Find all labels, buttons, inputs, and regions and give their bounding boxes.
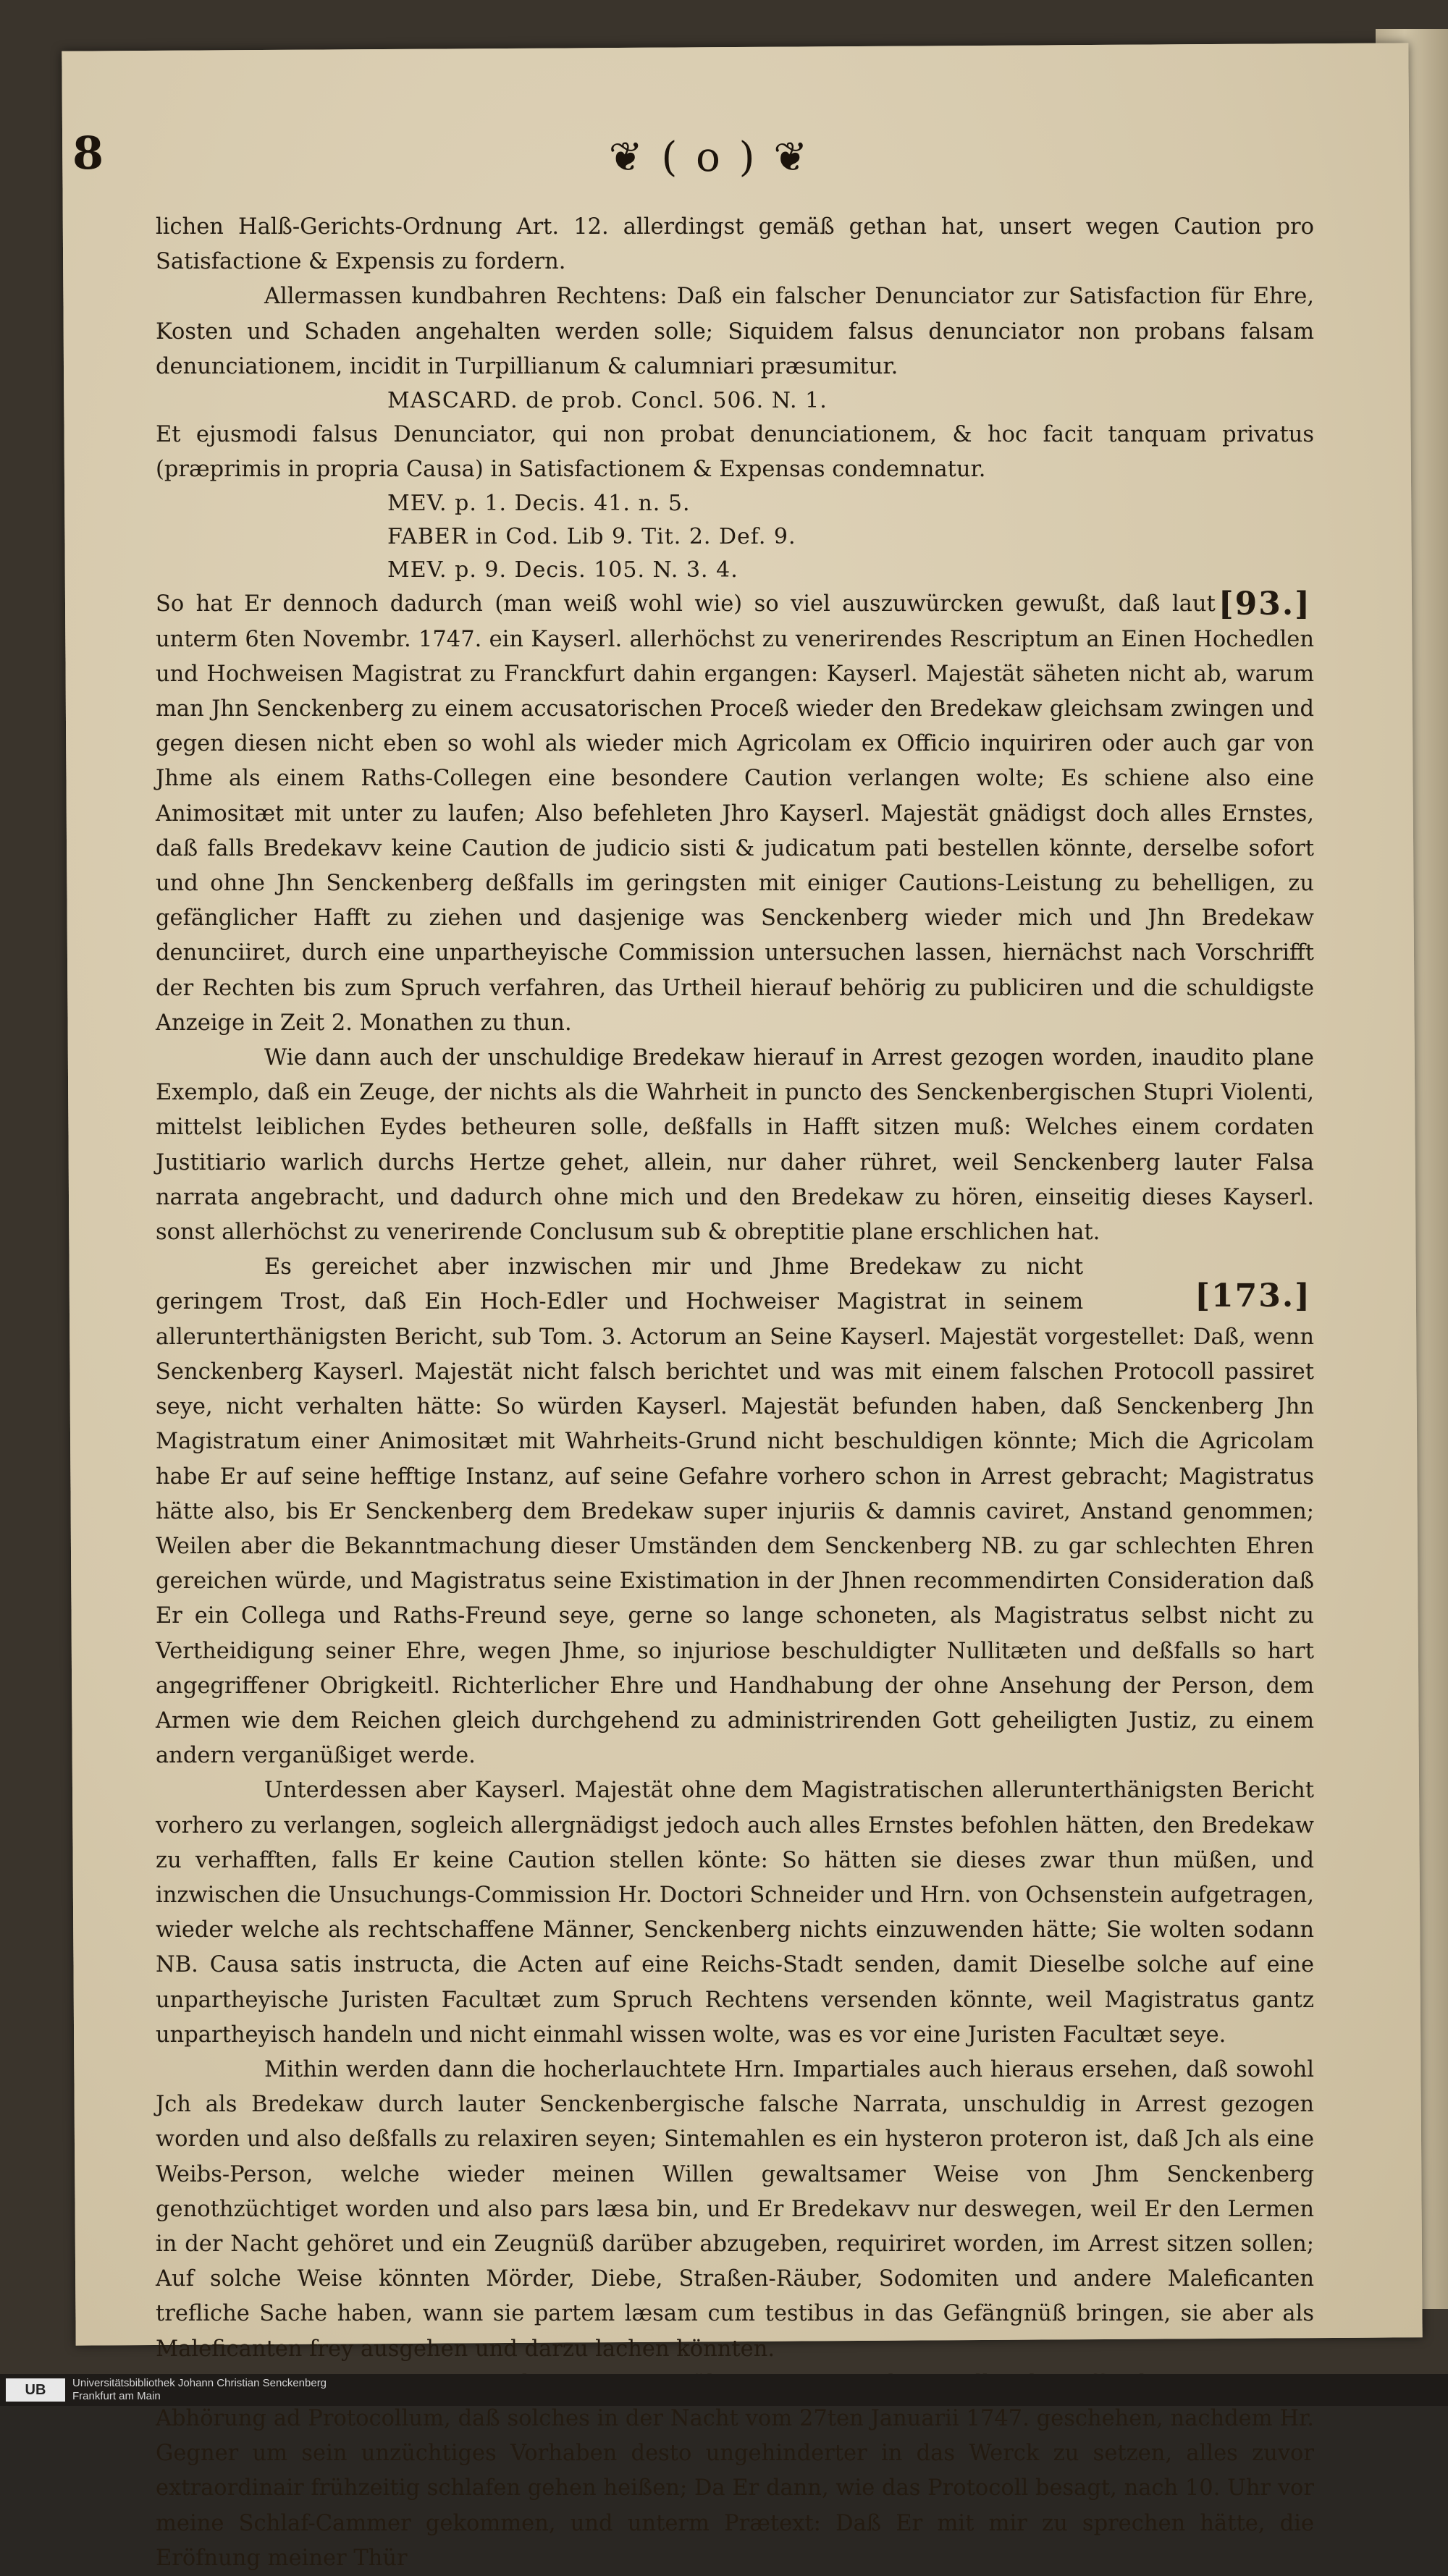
citation-faber: FABER in Cod. Lib 9. Tit. 2. Def. 9.: [387, 524, 796, 550]
paragraph-9: Abhörung ad Protocollum, daß solches in der Nacht vom 27ten Januarii 1747. geschehen, nachdem Hr. Gegner um sein unzüchtiges Vorhaben desto ungehinderter in das Werck zu setzen, alles zuvor extraordinair frühzeitig schlafen gehen heißen; Da Er dann, wie das Protocoll besagt, nach 10. Uhr vor meine Schlaf-Cammer gekommen, und unterm Prætext: Daß Er mit mir zu sprechen hätte, die Eröfnung meiner Thür: [156, 2405, 1314, 2571]
paragraph-4: [156, 587, 1314, 1041]
body-text: [156, 210, 1314, 2576]
library-name: Universitätsbibliothek Johann Christian Senckenberg: [72, 2377, 327, 2389]
paragraph-7: Unterdessen aber Kayserl. Majestät ohne dem Magistratischen allerunterthänigsten Bericht vorhero zu verlangen, sogleich allergnädigst jedoch auch alles Ernstes befohlen hätten, den Bredekaw zu verhafften, falls Er keine Caution stellen könte: So hätten sie dieses zwar thun müßen, und inzwischen die Unsuchungs-Commission Hr. Doctori Schneider und Hrn. von Ochsenstein aufgetragen, wieder welche als rechtschaffene Männer, Senckenberg nichts einzuwenden hätte; Sie wolten sodann NB. Causa satis instructa, die Acten auf eine Reichs-Stadt senden, damit Dieselbe solche auf eine unpartheyische Juristen Facultæt zum Spruch Rechtens versenden könnte, weil Magistratus gantz unpartheyisch handeln und nicht einmahl wissen wolte, was es vor eine Juristen Facultæt seye.: [156, 1778, 1314, 2048]
paragraph-2: Allermassen kundbahren Rechtens: Daß ein falscher Denunciator zur Satisfaction für Ehre, Kosten und Schaden angehalten werden solle; Siquidem falsus denunciator non probans falsam denunciationem, incidit in Turpillianum & calumniari præsumitur.: [156, 284, 1314, 379]
paragraph-6-text: Es gereichet aber inzwischen mir und Jhme Bredekaw zu nicht geringem Trost, daß Ein Hoch-Edler und Hochweiser Magistrat in seinem allerunterthänigsten Bericht, sub Tom. 3. Actorum an Seine Kayserl. Majestät vorgestellet: Daß, wenn Senckenberg Kayserl. Majestät nicht falsch berichtet und was mit einem falschen Protocoll passiret seye, nicht verhalten hätte: So würden Kayserl. Majestät befunden haben, daß Senckenberg Jhn Magistratum einer Animositæt mit Wahrheits-Grund nicht beschuldigen könnte; Mich die Agricolam habe Er auf seine hefftige Instanz, auf seine Gefahre vorhero schon in Arrest gebracht; Magistratus hätte also, bis Er Senckenberg dem Bredekaw super injuriis & damnis caviret, Anstand genommen; Weilen aber die Bekanntmachung dieser Umständen dem Senckenberg NB. zu gar schlechten Ehren gereichen würde, und Magistratus seine Existimation in der Jhnen recommendirten Consideration daß Er ein Collega und Raths-Freund seye, gerne so lange schoneten, als Magistratus selbst nicht zu Vertheidigung seiner Ehre, wegen Jhme, so injuriose beschuldigter Nullitæten und deßfalls so hart angegriffener Obrigkeitl. Richterlicher Ehre und Handhabung der ohne Ansehung der Person, dem Armen wie dem Reichen gleich durchgehend zu administrirenden Gott geheiligten Justiz, zu einem andern verganüßiget werde.: [156, 1254, 1314, 1769]
marginal-note-93: [93.]: [1218, 586, 1311, 623]
citation-mascard: MASCARD. de prob. Concl. 506. N. 1.: [387, 388, 828, 414]
marginal-note-173: [173.]: [1195, 1278, 1311, 1315]
library-credit: [72, 2377, 327, 2403]
citation-mev-2: MEV. p. 9. Decis. 105. N. 3. 4.: [387, 557, 738, 583]
page-header-ornament: ❦ ( o ) ❦: [608, 134, 811, 181]
library-city: Frankfurt am Main: [72, 2390, 161, 2402]
paragraph-6: [156, 1250, 1314, 1773]
library-logo: UB: [6, 2378, 65, 2402]
paragraph-8: Mithin werden dann die hocherlauchtete Hrn. Impartiales auch hieraus ersehen, daß sowohl Jch als Bredekaw durch lauter Senckenbergische falsche Narrata, unschuldig in Arrest gezogen worden und also deßfalls zu relaxiren seyen; Sintemahlen es ein hysteron proteron ist, daß Jch als eine Weibs-Person, welche wieder meinen Willen gewaltsamer Weise von Jhm Senckenberg genothzüchtiget worden und also pars læsa bin, und Er Bredekavv nur deswegen, weil Er den Lermen in der Nacht gehöret und ein Zeugnüß darüber abzugeben, requiriret worden, im Arrest sitzen sollen; Auf solche Weise könnten Mörder, Diebe, Straßen-Räuber, Sodomiten und andere Maleficanten trefliche Sache haben, wann sie partem læsam cum testibus in das Gefängnüß bringen, sie aber als Maleficanten frey ausgehen und darzu lachen könnten.: [156, 2056, 1314, 2362]
paragraph-3: Et ejusmodi falsus Denunciator, qui non probat denunciationem, & hoc facit tanquam privatus (præprimis in propria Causa) in Satisfactionem & Expensas condemnatur.: [156, 422, 1314, 483]
page-number: 8: [72, 127, 104, 180]
paragraph-5: Wie dann auch der unschuldige Bredekaw hierauf in Arrest gezogen worden, inaudito plane Exemplo, daß ein Zeuge, der nichts als die Wahrheit in puncto des Senckenbergischen Stupri Violenti, mittelst leiblichen Eydes betheuren solle, deßfalls in Hafft sitzen muß: Welches einem cordaten Justitiario warlich durchs Hertze gehet, allein, nur daher rühret, weil Senckenberg lauter Falsa narrata angebracht, und dadurch ohne mich und den Bredekaw zu hören, einseitig dieses Kayserl. sonst allerhöchst zu venerirende Conclusum sub & obreptitie plane erschlichen hat.: [156, 1045, 1314, 1246]
paragraph-4-text: So hat Er dennoch dadurch (man weiß wohl wie) so viel auszuwürcken gewußt, daß laut unterm 6ten Novembr. 1747. ein Kayserl. allerhöchst zu venerirendes Rescriptum an Einen Hochedlen und Hochweisen Magistrat zu Franckfurt dahin ergangen: Kayserl. Majestät säheten nicht ab, warum man Jhn Senckenberg zu einem accusatorischen Proceß wieder den Bredekaw gleichsam zwingen und gegen diesen nicht eben so wohl als wieder mich Agricolam ex Officio inquiriren oder auch gar von Jhme als einem Raths-Collegen eine besondere Caution verlangen wolte; Es schiene also eine Animositæt mit unter zu laufen; Also befehleten Jhro Kayserl. Majestät gnädigst doch alles Ernstes, daß falls Bredekavv keine Caution de judicio sisti & judicatum pati bestellen könnte, derselbe sofort und ohne Jhn Senckenberg deßfalls im geringsten mit einiger Cautions-Leistung zu behelligen, zu gefänglicher Hafft zu ziehen und dasjenige was Senckenberg wieder mich und Jhn Bredekaw denunciiret, durch eine unpartheyische Commission untersuchen lassen, hiernächst nach Vorschrifft der Rechten bis zum Spruch verfahren, das Urtheil hierauf behörig zu publiciren und die schuldigste Anzeige in Zeit 2. Monathen zu thun.: [156, 591, 1314, 1036]
paragraph-1: lichen Halß-Gerichts-Ordnung Art. 12. allerdingst gemäß gethan hat, unsert wegen Caution pro Satisfactione & Expensis zu fordern.: [156, 214, 1314, 275]
citation-mev-1: MEV. p. 1. Decis. 41. n. 5.: [387, 491, 691, 517]
